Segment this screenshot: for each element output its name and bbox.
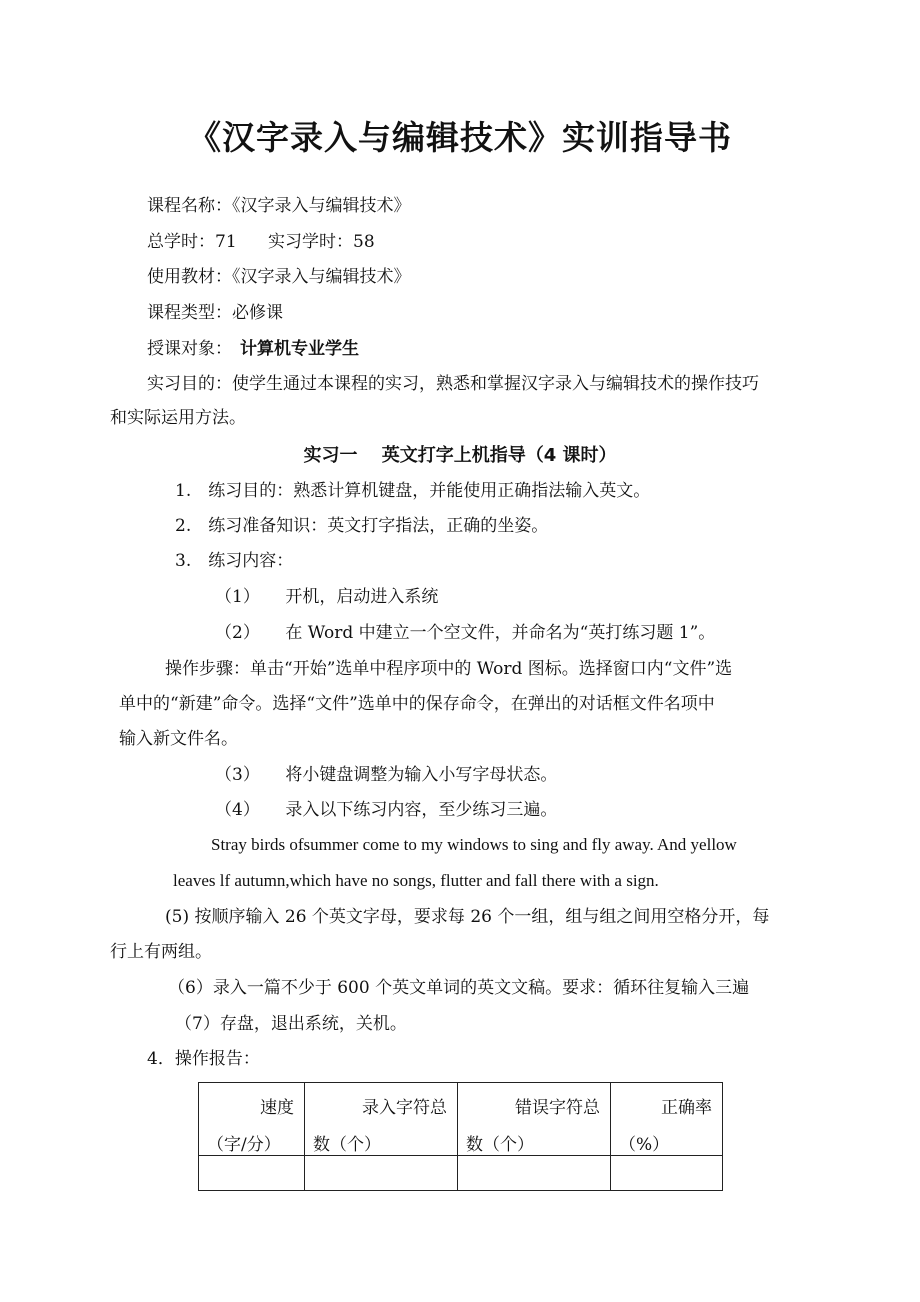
meta-audience <box>147 338 359 360</box>
header-speed: 速度 （字/分） <box>199 1083 305 1156</box>
meta-course-type <box>147 302 283 324</box>
header-accuracy: 正确率 （%） <box>611 1083 723 1156</box>
meta-textbook <box>147 266 411 288</box>
list-item-3: 3. 练习内容： <box>175 551 294 571</box>
total-hours-label: 总学时： <box>147 232 215 252</box>
table-cell-total-chars[interactable] <box>305 1156 458 1191</box>
sub-item-1: （1） 开机，启动进入系统 <box>215 587 439 607</box>
sub-item-2: （2） 在 Word 中建立一个空文件，并命名为“英打练习题 1”。 <box>215 623 716 643</box>
purpose-label: 实习目的： <box>147 374 232 394</box>
table-cell-speed[interactable] <box>199 1156 305 1191</box>
audience-label: 授课对象： <box>147 339 232 359</box>
report-table <box>198 1082 723 1191</box>
course-name-value: 《汉字录入与编辑技术》 <box>232 196 411 216</box>
english-text-line-2: leaves lf autumn,which have no songs, flutter and fall there with a sign. <box>173 871 659 890</box>
textbook-label: 使用教材： <box>147 267 232 287</box>
course-name-label: 课程名称： <box>147 196 232 216</box>
sub-item-5-line-2: 行上有两组。 <box>110 942 212 962</box>
header-error-chars: 错误字符总 数（个） <box>458 1083 611 1156</box>
sub-item-5-line-1: (5) 按顺序输入 26 个英文字母，要求每 26 个一组，组与组之间用空格分开，每 <box>165 907 770 927</box>
total-hours-value: 71 <box>215 232 237 252</box>
english-text-line-1: Stray birds ofsummer come to my windows to sing and fly away. And yellow <box>211 835 737 854</box>
list-item-1: 1. 练习目的：熟悉计算机键盘，并能使用正确指法输入英文。 <box>175 481 651 501</box>
section-heading: 实习一 英文打字上机指导（4 课时） <box>303 445 617 466</box>
sub-item-3: （3） 将小键盘调整为输入小写字母状态。 <box>215 765 558 785</box>
textbook-value: 《汉字录入与编辑技术》 <box>232 267 411 287</box>
meta-course-name <box>147 195 411 217</box>
table-cell-error-chars[interactable] <box>458 1156 611 1191</box>
sub-item-4: （4） 录入以下练习内容，至少练习三遍。 <box>215 800 558 820</box>
list-item-2: 2. 练习准备知识：英文打字指法，正确的坐姿。 <box>175 516 549 536</box>
table-header-row <box>199 1083 723 1156</box>
practice-hours-value: 58 <box>353 232 375 252</box>
list-item-4: 4．操作报告： <box>147 1049 260 1069</box>
meta-hours <box>147 231 375 253</box>
course-type-label: 课程类型： <box>147 303 232 323</box>
steps-line-3: 输入新文件名。 <box>119 729 238 749</box>
sub-item-6: （6）录入一篇不少于 600 个英文单词的英文文稿。要求：循环往复输入三遍 <box>168 978 750 998</box>
steps-line-2: 单中的“新建”命令。选择“文件”选单中的保存命令，在弹出的对话框文件名项中 <box>119 694 715 714</box>
meta-purpose-line1 <box>147 373 759 395</box>
practice-hours-label: 实习学时： <box>268 232 354 252</box>
table-cell-accuracy[interactable] <box>611 1156 723 1191</box>
page-title: 《汉字录入与编辑技术》实训指导书 <box>188 118 732 157</box>
steps-line-1: 操作步骤：单击“开始”选单中程序项中的 Word 图标。选择窗口内“文件”选 <box>165 659 733 679</box>
sub-item-7: （7）存盘，退出系统，关机。 <box>175 1014 407 1034</box>
table-row <box>199 1156 723 1191</box>
header-total-chars: 录入字符总 数（个） <box>305 1083 458 1156</box>
audience-value: 计算机专业学生 <box>240 339 359 359</box>
purpose-text-2: 和实际运用方法。 <box>110 408 246 428</box>
purpose-text-1: 使学生通过本课程的实习，熟悉和掌握汉字录入与编辑技术的操作技巧 <box>232 374 759 394</box>
course-type-value: 必修课 <box>232 303 283 323</box>
